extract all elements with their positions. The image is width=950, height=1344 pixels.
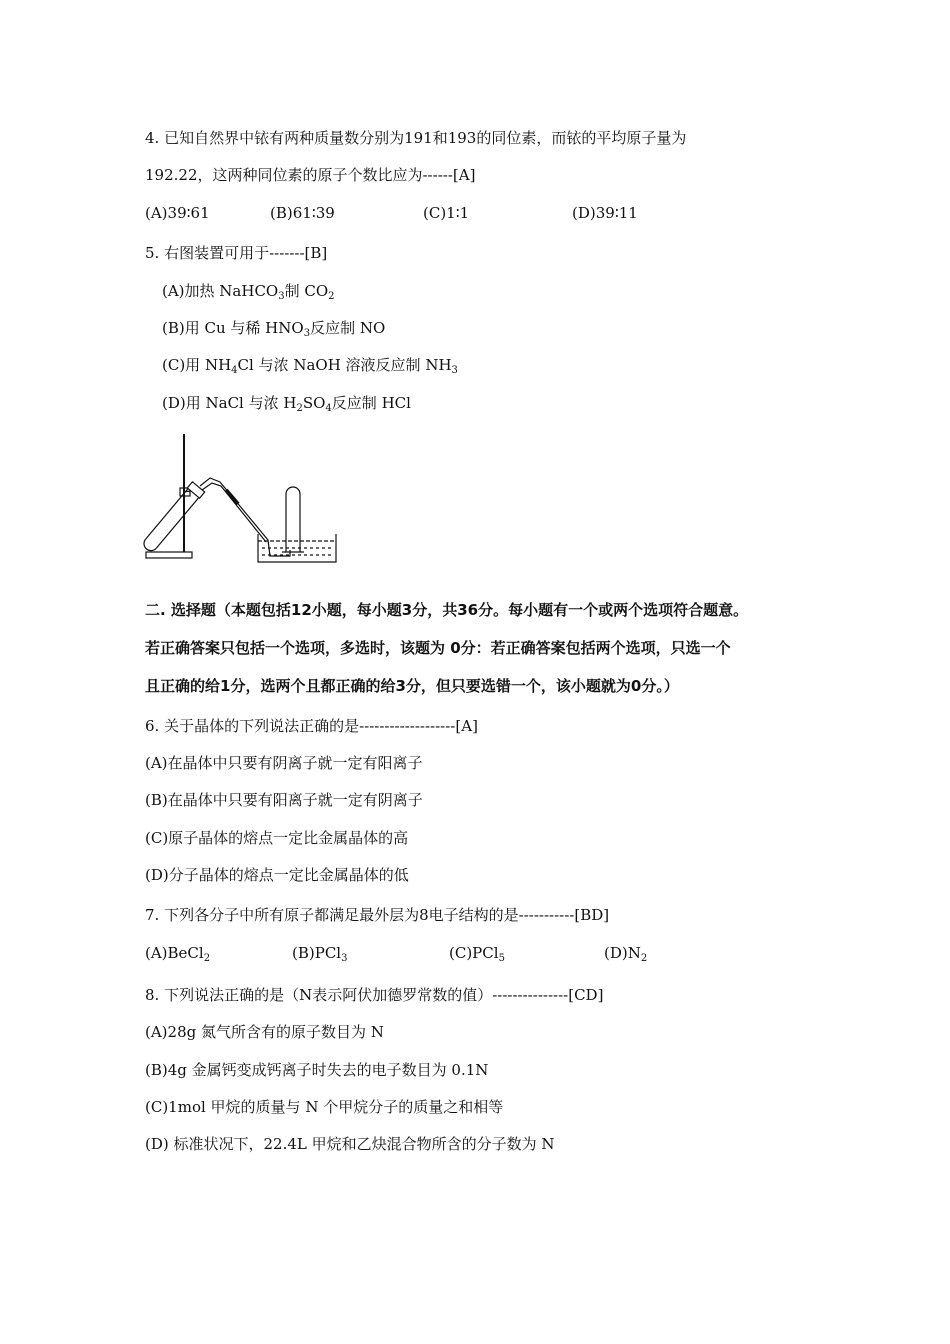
q8-stem: 8. 下列说法正确的是（N表示阿伏加德罗常数的值）---------------[CD] [145,986,604,1004]
section2-header-line2: 若正确答案只包括一个选项，多选时，该题为 0分：若正确答案包括两个选项，只选一个 [145,639,731,657]
q7-option-d: $(D)N_2$ [604,944,648,964]
stand-base [146,552,192,558]
q4-option-b: (B)61∶39 [270,204,335,222]
section2-header-line3: 且正确的给1分，选两个且都正确的给3分，但只要选错一个，该小题就为0分。） [145,677,679,695]
q8-option-d: (D) 标准状况下，22.4L 甲烷和乙炔混合物所含的分子数为 N [145,1135,555,1153]
q7-option-a: (A)BeCl$_2$ [145,944,211,964]
q5-option-a: (A)加热 NaHCO$_3$制 $CO_2$ [162,282,335,302]
q8-option-a: (A)28g 氮气所含有的原子数目为 N [145,1023,384,1041]
q5-option-d: (D)用 NaCl 与浓 $H_2SO_4$反应制 HCl [162,394,411,414]
q4-option-a: (A)39∶61 [145,204,210,222]
section2-header-line1: 二. 选择题（本题包括12小题，每小题3分，共36分。每小题有一个或两个选项符合题意。 [145,601,749,619]
test-tube [140,482,204,554]
q5-option-c: (C)用 $NH_4Cl$ 与浓 NaOH 溶液反应制 $NH_3$ [162,356,458,376]
q8-option-c: (C)1mol 甲烷的质量与 N 个甲烷分子的质量之和相等 [145,1098,504,1116]
q8-option-b: (B)4g 金属钙变成钙离子时失去的电子数目为 0.1N [145,1061,489,1079]
q4-option-c: (C)1∶1 [423,204,470,222]
tube-joint [226,490,238,504]
q6-option-c: (C)原子晶体的熔点一定比金属晶体的高 [145,829,409,847]
q7-option-b: (B)PCl$_3$ [292,944,348,964]
delivery-tube [200,478,268,540]
collection-tube [282,487,304,552]
lab-apparatus-diagram [140,428,340,568]
q7-stem: 7. 下列各分子中所有原子都满足最外层为8电子结构的是-----------[BD] [145,906,610,924]
q6-option-a: (A)在晶体中只要有阴离子就一定有阳离子 [145,754,423,772]
q5-option-b: (B)用 Cu 与稀 $HNO_3$反应制 NO [162,319,386,339]
q4-option-d: (D)39∶11 [572,204,638,222]
q5-stem: 5. 右图装置可用于-------[B] [145,244,328,262]
q4-stem-line2: 192.22，这两种同位素的原子个数比应为------[A] [145,166,476,184]
q6-stem: 6. 关于晶体的下列说法正确的是-------------------[A] [145,717,478,735]
q6-option-d: (D)分子晶体的熔点一定比金属晶体的低 [145,866,409,884]
q6-option-b: (B)在晶体中只要有阳离子就一定有阴离子 [145,791,423,809]
q7-option-c: (C)PCl$_5$ [449,944,505,964]
q4-stem-line1: 4. 已知自然界中铱有两种质量数分别为191和193的同位素，而铱的平均原子量为 [145,129,687,147]
